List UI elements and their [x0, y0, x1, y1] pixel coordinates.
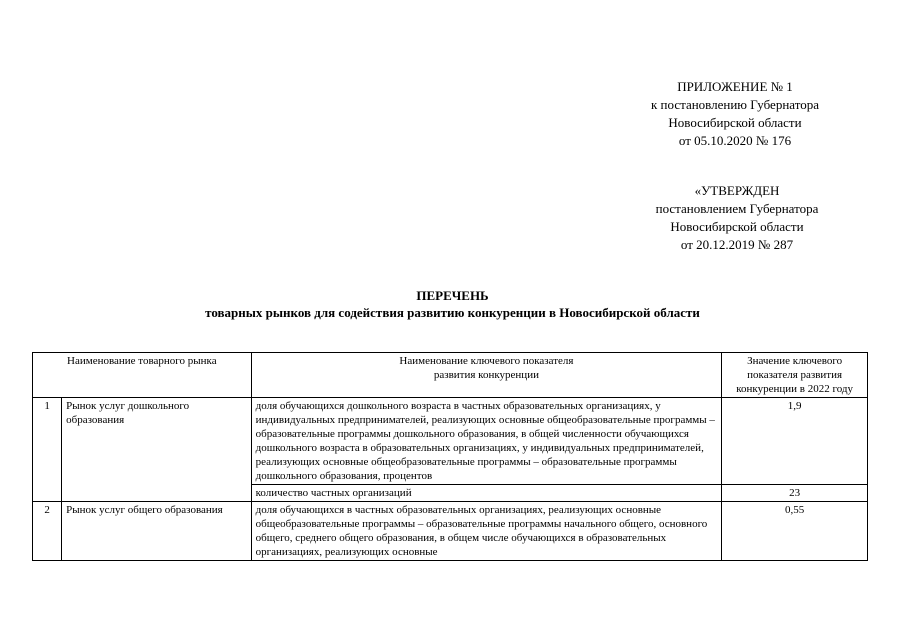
header-indicator-line: развития конкуренции	[433, 369, 539, 381]
markets-table	[32, 352, 868, 561]
header-market	[33, 353, 252, 398]
row-market: Рынок услуг общего образования	[62, 502, 251, 561]
header-value-line: показателя развития	[747, 369, 843, 381]
approved-block	[622, 182, 852, 254]
document-subtitle: товарных рынков для содействия развитию конкуренции в Новосибирской области	[205, 305, 700, 320]
appendix-line: к постановлению Губернатора	[650, 97, 820, 112]
row-value: 23	[722, 485, 868, 502]
header-indicator-line: Наименование ключевого показателя	[399, 355, 574, 367]
table-row	[33, 502, 868, 561]
header-value-line: конкуренции в 2022 году	[736, 383, 853, 395]
approved-line: постановлением Губернатора	[655, 201, 819, 216]
row-indicator: количество частных организаций	[251, 485, 722, 502]
appendix-line: от 05.10.2020 № 176	[678, 133, 792, 148]
header-market-label: Наименование товарного рынка	[67, 355, 217, 367]
row-number: 1	[33, 398, 62, 502]
row-indicator: доля обучающихся в частных образовательных организациях, реализующих основные общеобразовательные программы – образовательные программы начального общего, основного общего, среднего общего образования, в общем числе обучающихся в образовательных организациях, реализующих основные	[251, 502, 722, 561]
approved-line: от 20.12.2019 № 287	[680, 237, 794, 252]
row-number: 2	[33, 502, 62, 561]
page-bottom-mask	[0, 580, 905, 640]
header-indicator	[251, 353, 722, 398]
appendix-line: ПРИЛОЖЕНИЕ № 1	[677, 79, 793, 94]
header-value	[722, 353, 868, 398]
document-title: ПЕРЕЧЕНЬ	[416, 288, 489, 303]
row-value: 0,55	[722, 502, 868, 561]
header-value-line: Значение ключевого	[747, 355, 843, 367]
approved-line: «УТВЕРЖДЕН	[694, 183, 780, 198]
appendix-line: Новосибирской области	[668, 115, 802, 130]
approved-line: Новосибирской области	[670, 219, 804, 234]
row-market: Рынок услуг дошкольного образования	[62, 398, 251, 502]
table-header-row	[33, 353, 868, 398]
row-value: 1,9	[722, 398, 868, 485]
appendix-block	[620, 78, 850, 150]
table-row	[33, 398, 868, 485]
row-indicator: доля обучающихся дошкольного возраста в частных образовательных организациях, у индивидуальных предпринимателей, реализующих основные общеобразовательные программы – образовательные программы дошкольного образования, в общей численности обучающихся дошкольного возраста в образовательных организациях, у индивидуальных предпринимателей, реализующих основные общеобразовательные программы – образовательные программы дошкольного образования, процентов	[251, 398, 722, 485]
